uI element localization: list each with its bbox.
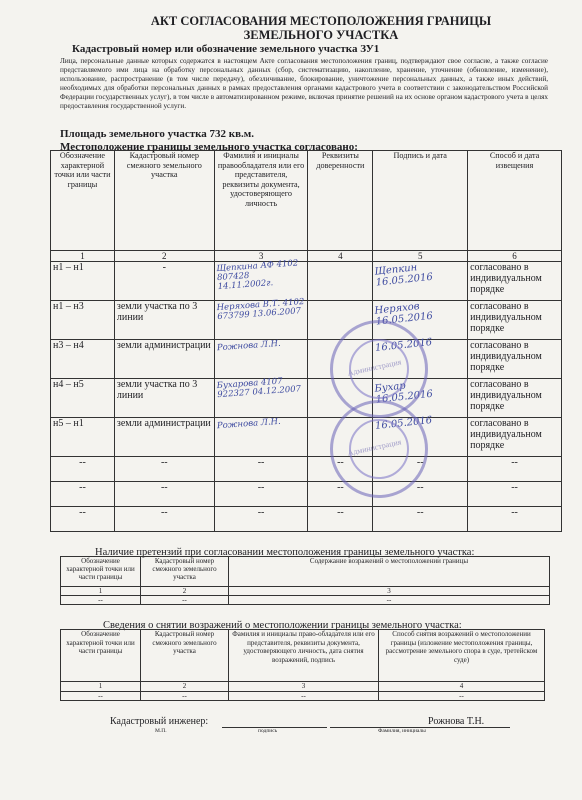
column-number-row: [51, 251, 562, 262]
col-number: 4: [308, 251, 373, 262]
empty-row: [61, 691, 545, 701]
empty-cell: --: [214, 457, 308, 482]
col-header-method: Способ снятия возражений о местоположении границы (изложение местоположения границы, рассмотрение земельного спора в суде, третейском суде): [379, 630, 545, 682]
table-row: [51, 379, 562, 418]
signature-handwritten: Бухар 16.05.2016: [374, 380, 434, 406]
empty-cell: --: [468, 507, 562, 532]
table-header-row: [51, 151, 562, 251]
neighbor-parcel: земли администрации: [114, 418, 214, 457]
agreed-heading: Местоположение границы земельного участка согласовано:: [60, 141, 358, 153]
empty-cell: --: [141, 596, 229, 605]
column-number-row: [61, 682, 545, 692]
empty-cell: --: [61, 596, 141, 605]
empty-cell: --: [308, 457, 373, 482]
cadastral-number: Кадастровый номер или обозначение земельного участка ЗУ1: [72, 43, 380, 55]
col-number: 3: [214, 251, 308, 262]
empty-cell: --: [229, 691, 379, 701]
col-number: 6: [468, 251, 562, 262]
empty-cell: --: [308, 482, 373, 507]
col-number: 4: [379, 682, 545, 692]
boundary-point: н5 – н1: [51, 418, 115, 457]
owner-signature-block: [214, 418, 308, 457]
notice-method: согласовано в индивидуальном порядке: [468, 340, 562, 379]
empty-cell: --: [114, 457, 214, 482]
empty-cell: --: [468, 482, 562, 507]
empty-cell: --: [373, 482, 468, 507]
col-header-neighbor: Кадастровый номер смежного земельного участка: [114, 151, 214, 251]
withdraw-table: [60, 629, 545, 701]
stamp-label: Администрация: [346, 437, 403, 458]
col-header-owner: Фамилия и инициалы правообладателя или его представителя, реквизиты документа, удостоверяющего личность: [214, 151, 308, 251]
claims-table: [60, 556, 550, 605]
owner-handwritten: Рожнова Л.Н.: [216, 338, 281, 354]
notice-method: согласовано в индивидуальном порядке: [468, 379, 562, 418]
neighbor-parcel: земли участка по 3 линии: [114, 301, 214, 340]
document-title-line2: ЗЕМЕЛЬНОГО УЧАСТКА: [243, 28, 399, 42]
col-header-point: Обозначение характерной точки или части границы: [61, 630, 141, 682]
land-area: Площадь земельного участка 732 кв.м.: [60, 128, 255, 140]
withdraw-heading: Сведения о снятии возражений о местоположении границы земельного участка:: [103, 620, 462, 631]
empty-cell: --: [61, 691, 141, 701]
owner-signature-block: [214, 340, 308, 379]
name-caption: Фамилия, инициалы: [378, 728, 426, 734]
document-title-line1: АКТ СОГЛАСОВАНИЯ МЕСТОПОЛОЖЕНИЯ ГРАНИЦЫ: [150, 14, 492, 28]
signature-handwritten: Неряхов 16.05.2016: [374, 301, 434, 328]
consent-paragraph: Лица, персональные данные которых содержатся в настоящем Акте согласования местоположения границ, подтверждают свое согласие, а также согласие представляемого ими лица на обработку персональных данных (сбор, систематизацию, накопление, хранение, уточнение (обновление, изменение), использование, распространение (в том числе передачу), обезличивание, блокирование, уничтожение персональных данных, а также иных действий, необходимых для обработки персональных данных в рамках предоставления органами кадастрового учета в соответствии с законодательством Российской Федерации государственных услуг), в том числе в автоматизированном режиме, включая принятие решений на их основе органом кадастрового учета в целях предоставления государственной услуги.: [60, 57, 548, 111]
col-header-signature: Подпись и дата: [373, 151, 468, 251]
boundary-point: н3 – н4: [51, 340, 115, 379]
col-number: 3: [229, 682, 379, 692]
table-header-row: [61, 630, 545, 682]
claims-heading: Наличие претензий при согласовании местоположения границы земельного участка:: [95, 547, 475, 558]
owner-handwritten: Рожнова Л.Н.: [216, 416, 281, 432]
empty-cell: --: [214, 482, 308, 507]
col-header-notice: Способ и дата извещения: [468, 151, 562, 251]
table-row: [51, 340, 562, 379]
notice-method: согласовано в индивидуальном порядке: [468, 301, 562, 340]
col-header-neighbor: Кадастровый номер смежного земельного участка: [141, 557, 229, 587]
empty-cell: --: [51, 507, 115, 532]
signature-handwritten: Щепкин 16.05.2016: [374, 262, 434, 289]
neighbor-parcel: земли администрации: [114, 340, 214, 379]
col-number: 1: [51, 251, 115, 262]
col-number: 1: [61, 682, 141, 692]
col-header-neighbor: Кадастровый номер смежного земельного участка: [141, 630, 229, 682]
admin-stamp-bottom: [330, 400, 428, 498]
engineer-name: Рожнова Т.Н.: [428, 716, 485, 727]
column-number-row: [61, 587, 550, 596]
col-header-point: Обозначение характерной точки или части границы: [51, 151, 115, 251]
owner-handwritten: Бухарова 4107 922327 04.12.2007: [216, 376, 302, 401]
notice-method: согласовано в индивидуальном порядке: [468, 262, 562, 301]
empty-cell: --: [373, 457, 468, 482]
col-header-objection: Содержание возражений о местоположении границы: [229, 557, 550, 587]
empty-cell: --: [229, 596, 550, 605]
empty-cell: --: [214, 507, 308, 532]
mp-caption: М.П.: [155, 728, 167, 734]
col-header-owner: Фамилия и инициалы право-обладателя или его представителя, реквизиты документа, удостоверяющего личность, дата снятия возражений, подпись: [229, 630, 379, 682]
power-of-attorney: [308, 262, 373, 301]
engineer-label: Кадастровый инженер:: [110, 716, 209, 727]
owner-signature-block: [214, 258, 308, 301]
table-header-row: [61, 557, 550, 587]
empty-row: [51, 457, 562, 482]
col-number: 3: [229, 587, 550, 596]
empty-row: [51, 482, 562, 507]
neighbor-parcel: -: [114, 262, 214, 301]
table-row: [51, 262, 562, 301]
owner-signature-block: [214, 296, 308, 340]
col-header-point: Обозначение характерной точки или части границы: [61, 557, 141, 587]
empty-row: [61, 596, 550, 605]
boundary-point: н1 – н3: [51, 301, 115, 340]
agreement-table: [50, 150, 562, 532]
col-number: 1: [61, 587, 141, 596]
signature-handwritten: 16.05.2016: [374, 415, 434, 432]
empty-row: [51, 507, 562, 532]
empty-cell: --: [51, 482, 115, 507]
col-number: 2: [114, 251, 214, 262]
owner-signature-block: [214, 376, 308, 418]
col-number: 2: [141, 682, 229, 692]
sign-caption: подпись: [258, 728, 278, 734]
boundary-point: н4 – н5: [51, 379, 115, 418]
notice-method: согласовано в индивидуальном порядке: [468, 418, 562, 457]
col-header-poa: Реквизиты доверенности: [308, 151, 373, 251]
empty-cell: --: [468, 457, 562, 482]
signature-handwritten: 16.05.2016: [374, 337, 434, 354]
table-row: [51, 301, 562, 340]
empty-cell: --: [51, 457, 115, 482]
empty-cell: --: [379, 691, 545, 701]
owner-handwritten: Неряхова В.Т. 4102 673799 13.06.2007: [216, 296, 305, 323]
signature-cell: [373, 262, 468, 301]
neighbor-parcel: земли участка по 3 линии: [114, 379, 214, 418]
empty-cell: --: [141, 691, 229, 701]
empty-cell: --: [373, 507, 468, 532]
col-number: 2: [141, 587, 229, 596]
boundary-point: н1 – н1: [51, 262, 115, 301]
owner-handwritten: Щепкина АФ 4102 807428 14.11.2002г.: [215, 258, 299, 293]
table-row: [51, 418, 562, 457]
empty-cell: --: [114, 507, 214, 532]
empty-cell: --: [308, 507, 373, 532]
stamp-label: Администрация: [346, 357, 403, 378]
col-number: 5: [373, 251, 468, 262]
empty-cell: --: [114, 482, 214, 507]
